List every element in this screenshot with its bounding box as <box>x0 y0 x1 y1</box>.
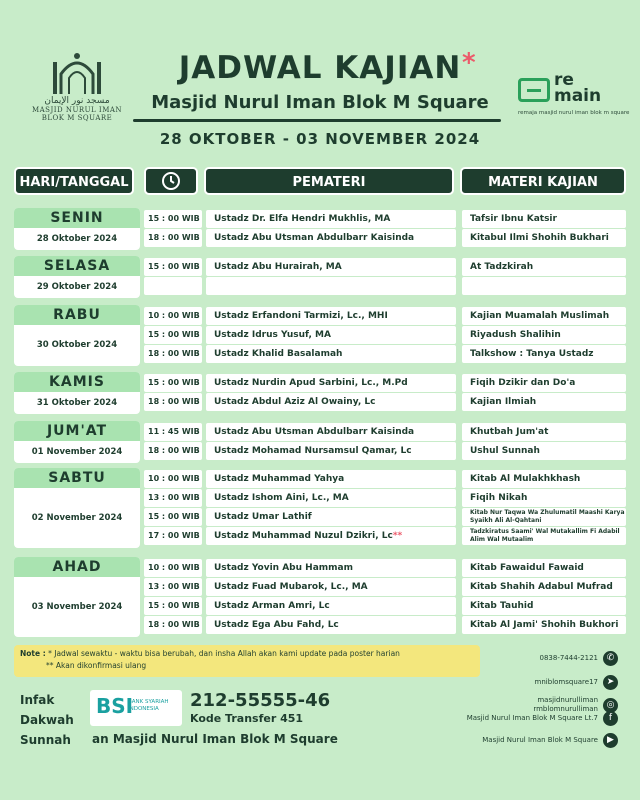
day-name: SELASA <box>14 256 140 276</box>
session-topic-text: Talkshow : Tanya Ustadz <box>470 349 594 359</box>
day-date: 02 November 2024 <box>31 513 123 523</box>
session-time <box>144 258 202 276</box>
day-date: 29 Oktober 2024 <box>36 282 118 292</box>
session-speaker <box>206 277 456 295</box>
session-time-text: 18 : 00 WIB <box>148 397 200 406</box>
day-cell <box>14 305 140 366</box>
day-cell <box>14 468 140 548</box>
day-cell <box>14 421 140 463</box>
day-date: 31 Oktober 2024 <box>36 398 118 408</box>
session-topic-text: Ushul Sunnah <box>470 446 540 456</box>
remain-box-icon <box>518 78 550 102</box>
session-speaker-text: Ustadz Erfandoni Tarmizi, Lc., MHI <box>214 311 388 321</box>
session-speaker-text: Ustadz Abu Hurairah, MA <box>214 262 342 272</box>
telegram-icon: ➤ <box>603 675 618 690</box>
session-topic-text: Tadzkiratus Saami' Wal Mutakallim Fi Adabil Alim Wal Mutaalim <box>470 528 620 543</box>
session-topic <box>462 277 626 295</box>
title-asterisk: * <box>462 48 476 78</box>
session-topic-text: Tafsir Ibnu Katsir <box>470 214 557 224</box>
session-speaker <box>206 210 456 228</box>
session-time <box>144 527 202 545</box>
day-name: SABTU <box>14 468 140 488</box>
session-speaker <box>206 616 456 634</box>
logo-line-2: BLOK M SQUARE <box>41 114 113 122</box>
session-speaker-text: Ustadz Abu Utsman Abdulbarr Kaisinda <box>214 427 415 437</box>
session-topic <box>462 374 626 392</box>
session-topic <box>462 210 626 228</box>
day-date: 30 Oktober 2024 <box>36 340 118 350</box>
session-time <box>144 470 202 488</box>
contact-text: Masjid Nurul Iman Blok M Square Lt.7 <box>466 714 598 722</box>
session-topic <box>462 393 626 411</box>
session-time <box>144 423 202 441</box>
session-time-text: 15 : 00 WIB <box>148 214 200 223</box>
day-cell <box>14 256 140 298</box>
logo-arabic-text: مسجد نور الإيمان <box>44 96 110 106</box>
session-time <box>144 616 202 634</box>
session-speaker <box>206 423 456 441</box>
infak-label <box>20 690 74 750</box>
session-time-text: 10 : 00 WIB <box>148 563 200 572</box>
contact-item[interactable] <box>482 733 618 748</box>
bank-name: BSI <box>96 694 134 718</box>
day-name: JUM'AT <box>14 421 140 441</box>
session-topic-text: Kajian Muamalah Muslimah <box>470 311 610 321</box>
session-speaker-text: Ustadz Muhammad Nuzul Dzikri, Lc <box>214 531 393 541</box>
session-time <box>144 508 202 526</box>
remain-logo <box>518 70 630 122</box>
session-topic <box>462 578 626 596</box>
day-date: 03 November 2024 <box>31 602 123 612</box>
bank-sub-line-1: BANK SYARIAH <box>128 699 169 705</box>
session-time-text: 13 : 00 WIB <box>148 582 200 591</box>
day-name: AHAD <box>14 557 140 577</box>
remain-logo-text <box>554 72 601 104</box>
session-speaker-text: Ustadz Abu Utsman Abdulbarr Kaisinda <box>214 233 415 243</box>
column-header-time <box>144 167 198 195</box>
session-time <box>144 393 202 411</box>
session-topic-text: Kitabul Ilmi Shohih Bukhari <box>470 233 609 243</box>
day-date: 01 November 2024 <box>31 447 123 457</box>
session-speaker <box>206 229 456 247</box>
session-topic <box>462 470 626 488</box>
session-time-text: 10 : 00 WIB <box>148 311 200 320</box>
session-topic-text: Fiqih Nikah <box>470 493 528 503</box>
session-topic-text: Kitab Tauhid <box>470 601 534 611</box>
mosque-logo <box>22 48 132 134</box>
session-speaker-text: Ustadz Umar Lathif <box>214 512 312 522</box>
session-speaker <box>206 442 456 460</box>
session-topic <box>462 508 626 526</box>
contact-text: 0838-7444-2121 <box>539 654 598 662</box>
contact-text: Masjid Nurul Iman Blok M Square <box>482 736 598 744</box>
note-line-1: * Jadwal sewaktu - waktu bisa berubah, dan insha Allah akan kami update pada poster harian <box>48 649 400 658</box>
bank-sub-line-2: INDONESIA <box>128 706 159 712</box>
session-topic <box>462 229 626 247</box>
session-speaker-text: Ustadz Idrus Yusuf, MA <box>214 330 331 340</box>
column-header-speaker: PEMATERI <box>204 167 454 195</box>
session-speaker <box>206 345 456 363</box>
session-time-text: 11 : 45 WIB <box>148 427 200 436</box>
column-header-day: HARI/TANGGAL <box>14 167 134 195</box>
remain-line-1: re <box>554 70 574 90</box>
session-speaker <box>206 527 456 545</box>
session-topic <box>462 258 626 276</box>
page-title: JADWAL KAJIAN <box>178 50 462 86</box>
facebook-icon: f <box>603 711 618 726</box>
contact-text: mniblomsquare17 <box>534 678 598 686</box>
session-topic <box>462 616 626 634</box>
session-time <box>144 326 202 344</box>
transfer-code: Kode Transfer 451 <box>190 712 304 725</box>
account-number: 212-55555-46 <box>190 690 331 711</box>
session-time-text: 15 : 00 WIB <box>148 601 200 610</box>
infak-line-2: Dakwah <box>20 713 74 727</box>
session-speaker-text: Ustadz Arman Amri, Lc <box>214 601 330 611</box>
session-speaker <box>206 578 456 596</box>
session-topic-text: Kitab Al Mulakhkhash <box>470 474 581 484</box>
session-topic-text: Kitab Al Jami' Shohih Bukhori <box>470 620 619 630</box>
contact-text: masjidnurulliman rmblomnurulliman <box>533 696 598 713</box>
whatsapp-icon: ✆ <box>603 651 618 666</box>
header-divider <box>133 119 501 122</box>
day-cell <box>14 557 140 637</box>
session-speaker <box>206 258 456 276</box>
day-date: 28 Oktober 2024 <box>36 234 118 244</box>
column-header-topic: MATERI KAJIAN <box>460 167 626 195</box>
session-speaker <box>206 393 456 411</box>
youtube-icon: ▶ <box>603 733 618 748</box>
infak-line-1: Infak <box>20 693 55 707</box>
session-topic <box>462 559 626 577</box>
session-time <box>144 277 202 295</box>
day-name: KAMIS <box>14 372 140 392</box>
note-label: Note : <box>20 649 46 658</box>
infak-line-3: Sunnah <box>20 733 71 747</box>
mosque-icon <box>47 48 107 98</box>
session-topic <box>462 527 626 545</box>
session-speaker-text: Ustadz Mohamad Nursamsul Qamar, Lc <box>214 446 412 456</box>
session-speaker <box>206 597 456 615</box>
session-topic <box>462 489 626 507</box>
session-time <box>144 307 202 325</box>
session-speaker-text: Ustadz Abdul Aziz Al Owainy, Lc <box>214 397 376 407</box>
day-name: SENIN <box>14 208 140 228</box>
remain-tagline: remaja masjid nurul iman blok m square <box>518 110 630 116</box>
session-time <box>144 374 202 392</box>
session-speaker-text: Ustadz Ega Abu Fahd, Lc <box>214 620 339 630</box>
session-speaker-text: Ustadz Khalid Basalamah <box>214 349 343 359</box>
session-topic-text: At Tadzkirah <box>470 262 534 272</box>
confirm-mark: ** <box>392 531 403 541</box>
session-time-text: 18 : 00 WIB <box>148 233 200 242</box>
session-speaker-text: Ustadz Nurdin Apud Sarbini, Lc., M.Pd <box>214 378 408 388</box>
session-topic-text: Kajian Ilmiah <box>470 397 537 407</box>
contact-item[interactable] <box>467 711 618 726</box>
session-time <box>144 559 202 577</box>
session-speaker-text: Ustadz Fuad Mubarok, Lc., MA <box>214 582 368 592</box>
page-subtitle: Masjid Nurul Iman Blok M Square <box>151 92 489 113</box>
session-time <box>144 578 202 596</box>
day-cell <box>14 372 140 414</box>
session-speaker <box>206 559 456 577</box>
session-speaker-text: Ustadz Ishom Aini, Lc., MA <box>214 493 349 503</box>
remain-line-2: main <box>554 86 602 106</box>
session-speaker-text: Ustadz Yovin Abu Hammam <box>214 563 353 573</box>
session-speaker <box>206 508 456 526</box>
session-time-text: 17 : 00 WIB <box>148 531 200 540</box>
bsi-logo <box>90 690 182 726</box>
session-speaker <box>206 326 456 344</box>
session-time <box>144 597 202 615</box>
session-topic-text: Khutbah Jum'at <box>470 427 549 437</box>
session-time <box>144 442 202 460</box>
session-topic-text: Kitab Fawaidul Fawaid <box>470 563 584 573</box>
session-speaker <box>206 489 456 507</box>
session-topic <box>462 345 626 363</box>
session-time-text: 18 : 00 WIB <box>148 620 200 629</box>
session-topic-text: Fiqih Dzikir dan Do'a <box>470 378 576 388</box>
day-name: RABU <box>14 305 140 325</box>
session-time-text: 15 : 00 WIB <box>148 262 200 271</box>
clock-icon <box>161 171 181 191</box>
contact-item[interactable] <box>535 675 618 690</box>
bsi-sub-text <box>128 699 169 713</box>
session-time-text: 15 : 00 WIB <box>148 512 200 521</box>
session-topic-text: Kitab Shahih Adabul Mufrad <box>470 582 613 592</box>
date-range: 28 OKTOBER - 03 NOVEMBER 2024 <box>159 130 481 148</box>
session-speaker <box>206 470 456 488</box>
session-speaker-text: Ustadz Dr. Elfa Hendri Mukhlis, MA <box>214 214 391 224</box>
day-cell <box>14 208 140 250</box>
account-name: an Masjid Nurul Iman Blok M Square <box>92 732 338 746</box>
session-topic <box>462 442 626 460</box>
session-time <box>144 229 202 247</box>
session-topic <box>462 326 626 344</box>
note-line-2: ** Akan dikonfirmasi ulang <box>46 661 147 670</box>
session-speaker <box>206 307 456 325</box>
session-topic-text: Kitab Nur Taqwa Wa Zhulumatil Maashi Karya Syaikh Ali Al-Qahtani <box>470 509 625 524</box>
session-time-text: 13 : 00 WIB <box>148 493 200 502</box>
session-time <box>144 345 202 363</box>
session-speaker-text: Ustadz Muhammad Yahya <box>214 474 345 484</box>
session-topic <box>462 423 626 441</box>
logo-line-1: MASJID NURUL IMAN <box>31 106 123 114</box>
session-time-text: 18 : 00 WIB <box>148 349 200 358</box>
session-time <box>144 489 202 507</box>
instagram-icon: ◎ <box>603 698 618 713</box>
session-topic <box>462 307 626 325</box>
session-speaker <box>206 374 456 392</box>
session-time-text: 18 : 00 WIB <box>148 446 200 455</box>
session-topic-text: Riyadush Shalihin <box>470 330 561 340</box>
schedule-note <box>14 645 480 677</box>
session-time-text: 15 : 00 WIB <box>148 330 200 339</box>
session-time-text: 10 : 00 WIB <box>148 474 200 483</box>
session-time <box>144 210 202 228</box>
contact-item[interactable] <box>540 651 619 666</box>
session-time-text: 15 : 00 WIB <box>148 378 200 387</box>
session-topic <box>462 597 626 615</box>
